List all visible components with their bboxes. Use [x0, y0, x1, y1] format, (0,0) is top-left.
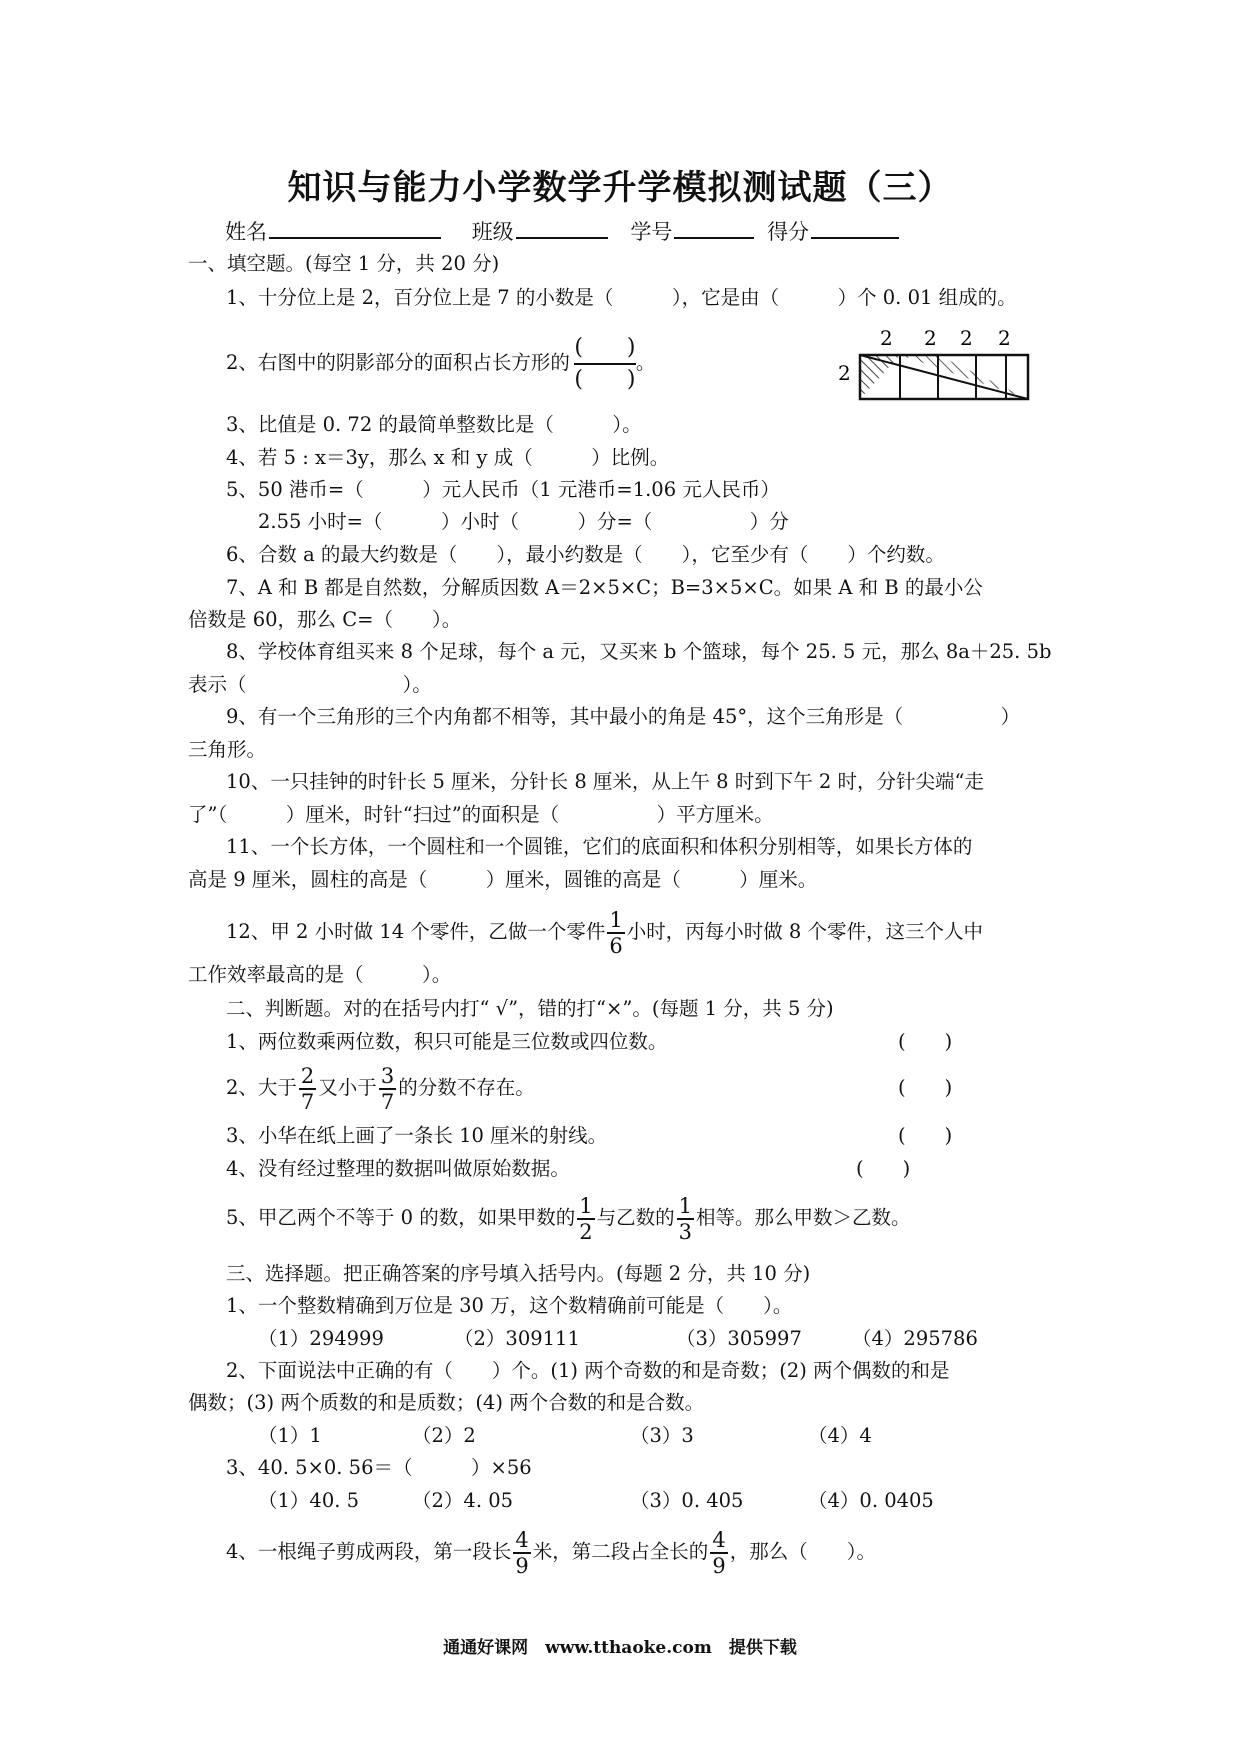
s2-q5-text: 5、甲乙两个不等于 0 的数，如果甲数的 — [226, 1206, 576, 1229]
student-info-row — [225, 218, 899, 246]
s2-q2-end: 的分数不存在。 — [398, 1076, 535, 1099]
s1-question-10a: 10、一只挂钟的时针长 5 厘米，分针长 8 厘米，从上午 8 时到下午 2 时，分针尖端“走 — [226, 770, 984, 793]
top-label-3: 2 — [960, 328, 973, 350]
fraction-numerator: 4 — [515, 1527, 529, 1552]
name-blank[interactable] — [269, 219, 441, 239]
s3-question-1: 1、一个整数精确到万位是 30 万，这个数精确前可能是（ ）。 — [226, 1294, 793, 1317]
name-label: 姓名 — [225, 220, 267, 244]
fraction-denominator: 9 — [515, 1553, 529, 1578]
s1-question-2 — [226, 328, 655, 398]
s2-answer-bracket-1[interactable]: ( ) — [898, 1030, 953, 1053]
s1-question-6: 6、合数 a 的最大约数是（ ），最小约数是（ ），它至少有（ ）个约数。 — [226, 543, 945, 566]
s2-answer-bracket-4[interactable]: ( ) — [856, 1157, 911, 1180]
s3-question-3: 3、40. 5×0. 56＝（ ）×56 — [226, 1456, 532, 1479]
s1-question-7b: 倍数是 60，那么 C=（ ）。 — [188, 608, 462, 631]
s2-q2-mid: 又小于 — [318, 1076, 377, 1099]
section2-heading: 二、判断题。对的在括号内打“ √”，错的打“×”。(每题 1 分，共 5 分) — [226, 997, 834, 1020]
s3-q3-option-3[interactable]: （3）0. 405 — [630, 1489, 744, 1512]
fraction — [299, 1064, 316, 1114]
fraction-denominator: 6 — [609, 933, 623, 958]
s1-question-7a: 7、A 和 B 都是自然数，分解质因数 A＝2×5×C；B=3×5×C。如果 A 和 B 的最小公 — [226, 576, 983, 599]
class-label: 班级 — [471, 220, 514, 244]
fraction-denominator: 9 — [712, 1553, 726, 1578]
fraction — [379, 1064, 396, 1114]
s1-q12-text: 12、甲 2 小时做 14 个零件，乙做一个零件 — [226, 920, 606, 943]
fraction-denominator: 7 — [300, 1089, 315, 1114]
top-label-4: 2 — [998, 328, 1011, 350]
score-blank[interactable] — [811, 219, 899, 239]
s1-question-1: 1、十分位上是 2，百分位上是 7 的小数是（ ），它是由（ ）个 0. 01 组成的。 — [226, 286, 1017, 309]
fraction — [710, 1528, 727, 1578]
s2-answer-bracket-2[interactable]: ( ) — [898, 1076, 953, 1099]
fraction-denominator: 3 — [678, 1219, 692, 1244]
s3-q1-option-3[interactable]: （3）305997 — [676, 1327, 802, 1350]
s1-q2-text: 2、右图中的阴影部分的面积占长方形的 — [226, 351, 570, 374]
s3-q3-option-4[interactable]: （4）0. 0405 — [808, 1489, 934, 1512]
s1-question-12a — [226, 900, 983, 964]
fraction-numerator: 1 — [609, 907, 623, 932]
s3-q4-mid: 米，第二段占全长的 — [532, 1540, 709, 1563]
s1-question-8b: 表示（ ）。 — [188, 673, 432, 696]
shaded-triangle-right — [900, 355, 1028, 399]
s1-question-3: 3、比值是 0. 72 的最简单整数比是（ ）。 — [226, 413, 642, 436]
s3-q1-option-4[interactable]: （4）295786 — [852, 1327, 978, 1350]
fraction — [677, 1194, 694, 1244]
s2-answer-bracket-3[interactable]: ( ) — [898, 1124, 953, 1147]
fraction — [607, 908, 624, 958]
s3-q4-text: 4、一根绳子剪成两段，第一段长 — [226, 1540, 512, 1563]
s2-q2-text: 2、大于 — [226, 1076, 297, 1099]
s3-q3-option-2[interactable]: （2）4. 05 — [412, 1489, 514, 1512]
section1-heading: 一、填空题。(每空 1 分，共 20 分) — [188, 252, 500, 275]
top-label-2: 2 — [924, 328, 937, 350]
fraction-numerator: 3 — [380, 1063, 395, 1088]
s2-q5-end: 相等。那么甲数＞乙数。 — [695, 1206, 911, 1229]
s3-question-2a: 2、下面说法中正确的有（ ）个。(1) 两个奇数的和是奇数；(2) 两个偶数的和是 — [226, 1359, 950, 1382]
shaded-rectangle-figure — [838, 328, 1038, 406]
section3-heading: 三、选择题。把正确答案的序号填入括号内。(每题 2 分，共 10 分) — [226, 1262, 811, 1285]
s1-q12-text-end: 小时，丙每小时做 8 个零件，这三个人中 — [626, 920, 984, 943]
score-label: 得分 — [767, 220, 810, 244]
s3-q1-option-2[interactable]: （2）309111 — [454, 1327, 580, 1350]
s2-question-4: 4、没有经过整理的数据叫做原始数据。 — [226, 1157, 570, 1180]
number-label: 学号 — [630, 220, 673, 244]
fraction — [577, 1194, 594, 1244]
s3-question-4 — [226, 1520, 876, 1584]
s1-q2-end: 。 — [635, 351, 656, 374]
s3-q1-option-1[interactable]: （1）294999 — [258, 1327, 384, 1350]
fraction-numerator: 1 — [579, 1193, 593, 1218]
s3-q2-option-3[interactable]: （3）3 — [630, 1424, 694, 1447]
s3-q2-option-1[interactable]: （1）1 — [258, 1424, 322, 1447]
s1-question-5b: 2.55 小时=（ ）小时（ ）分=（ ）分 — [258, 510, 789, 533]
s2-question-2 — [226, 1056, 535, 1120]
s2-q5-mid: 与乙数的 — [596, 1206, 675, 1229]
s2-question-3: 3、小华在纸上画了一条长 10 厘米的射线。 — [226, 1124, 608, 1147]
footer-credit: 通通好课网 www.tthaoke.com 提供下载 — [443, 1638, 797, 1658]
answer-fraction-blank[interactable] — [574, 333, 636, 395]
s3-q3-option-1[interactable]: （1）40. 5 — [258, 1489, 360, 1512]
s1-question-5a: 5、50 港币=（ ）元人民币（1 元港币=1.06 元人民币） — [226, 478, 780, 501]
fraction-denominator: 7 — [380, 1089, 395, 1114]
s3-q2-option-2[interactable]: （2）2 — [412, 1424, 476, 1447]
fraction — [513, 1528, 530, 1578]
s3-question-2b: 偶数；(3) 两个质数的和是质数；(4) 两个合数的和是合数。 — [188, 1391, 705, 1414]
side-label: 2 — [838, 361, 851, 385]
s1-question-9b: 三角形。 — [188, 738, 267, 761]
fraction-numerator: 1 — [678, 1193, 692, 1218]
fraction-numerator: 2 — [300, 1063, 315, 1088]
s1-question-11a: 11、一个长方体，一个圆柱和一个圆锥，它们的底面积和体积分别相等，如果长方体的 — [226, 835, 973, 858]
s2-question-1: 1、两位数乘两位数，积只可能是三位数或四位数。 — [226, 1030, 668, 1053]
s1-question-12b: 工作效率最高的是（ ）。 — [188, 963, 452, 986]
s1-question-10b: 了”（ ）厘米，时针“扫过”的面积是（ ）平方厘米。 — [188, 803, 774, 826]
s3-q2-option-4[interactable]: （4）4 — [808, 1424, 872, 1447]
s1-question-9a: 9、有一个三角形的三个内角都不相等，其中最小的角是 45°，这个三角形是（ ） — [226, 705, 1021, 728]
s1-question-4: 4、若 5 : x＝3y，那么 x 和 y 成（ ）比例。 — [226, 446, 670, 469]
number-blank[interactable] — [674, 219, 754, 239]
fraction-denominator: 2 — [579, 1219, 593, 1244]
class-blank[interactable] — [516, 219, 608, 239]
s2-question-5 — [226, 1186, 911, 1250]
s3-q4-end: ，那么（ ）。 — [729, 1540, 876, 1563]
page-title: 知识与能力小学数学升学模拟测试题（三） — [287, 168, 953, 208]
s1-question-11b: 高是 9 厘米，圆柱的高是（ ）厘米，圆锥的高是（ ）厘米。 — [188, 868, 818, 891]
fraction-denominator: ( ) — [574, 366, 636, 392]
fraction-numerator: ( ) — [574, 333, 636, 365]
fraction-numerator: 4 — [712, 1527, 726, 1552]
shaded-triangle-left — [860, 355, 900, 399]
s1-question-8a: 8、学校体育组买来 8 个足球，每个 a 元，又买来 b 个篮球，每个 25. 5 元，那么 8a＋25. 5b — [226, 640, 1052, 663]
top-label-1: 2 — [880, 328, 893, 350]
